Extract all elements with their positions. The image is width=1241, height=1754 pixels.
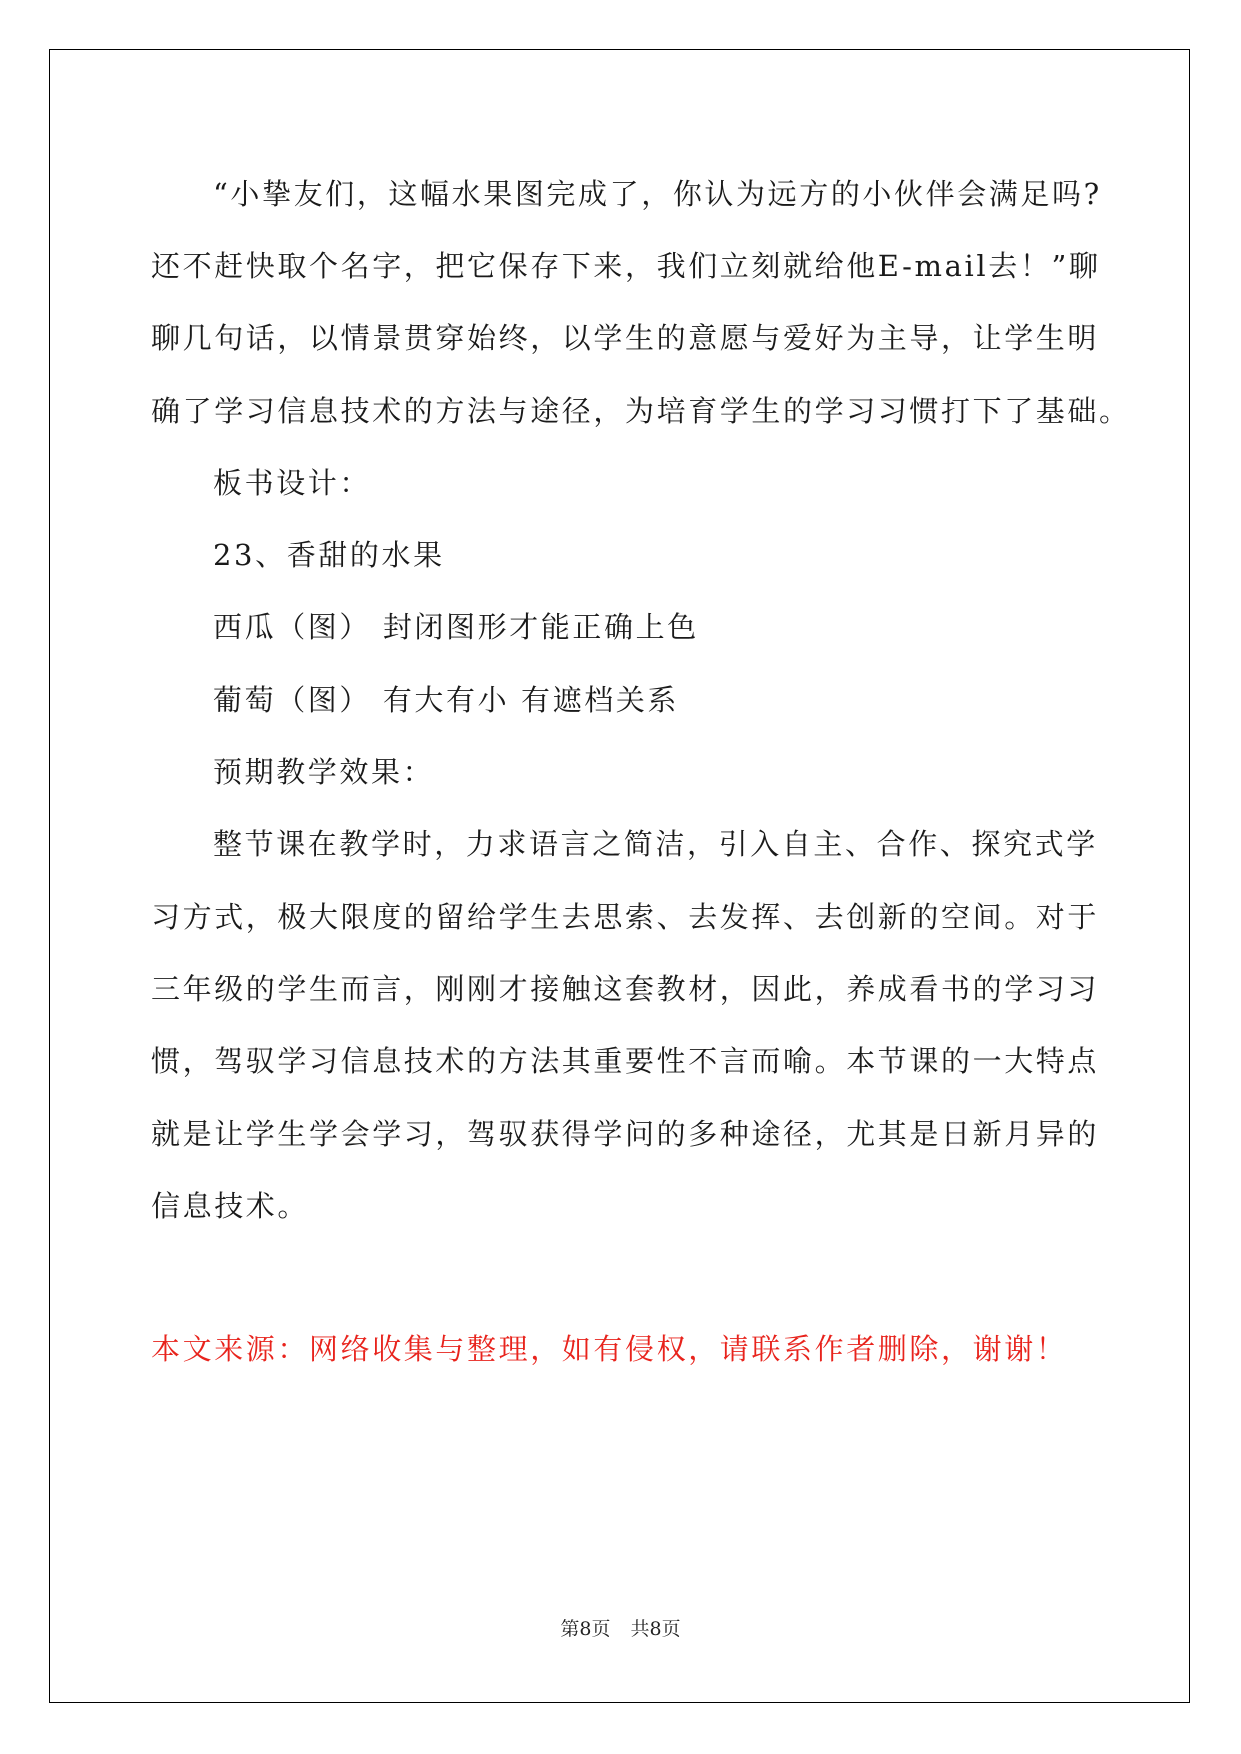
total-pages-label: 共8页: [630, 1618, 681, 1640]
paragraph-line-7: 三年级的学生而言，刚刚才接触这套教材，因此，养成看书的学习习: [151, 972, 1100, 1006]
paragraph-line-1: “小挚友们，这幅水果图完成了，你认为远方的小伙伴会满足吗?: [213, 177, 1102, 211]
paragraph-line-5: 整节课在教学时，力求语言之简洁，引入自主、合作、探究式学: [213, 827, 1098, 861]
lesson-title: 23、香甜的水果: [213, 538, 445, 572]
paragraph-line-6: 习方式，极大限度的留给学生去思索、去发挥、去创新的空间。对于: [151, 900, 1100, 934]
paragraph-line-9: 就是让学生学会学习，驾驭获得学问的多种途径，尤其是日新月异的: [151, 1117, 1100, 1151]
source-notice: 本文来源：网络收集与整理，如有侵权，请联系作者删除，谢谢！: [151, 1332, 1068, 1366]
paragraph-line-3: 聊几句话，以情景贯穿始终，以学生的意愿与爱好为主导，让学生明: [151, 321, 1100, 355]
board-item-grape: 葡萄（图） 有大有小 有遮档关系: [213, 683, 680, 717]
board-design-heading: 板书设计：: [213, 466, 372, 500]
paragraph-line-2: 还不赶快取个名字，把它保存下来，我们立刻就给他E-mail去！”聊: [151, 249, 1101, 283]
expected-effect-heading: 预期教学效果：: [213, 755, 435, 789]
paragraph-line-4: 确了学习信息技术的方法与途径，为培育学生的学习习惯打下了基础。: [151, 394, 1131, 428]
current-page-label: 第8页: [560, 1618, 611, 1640]
paragraph-line-10: 信息技术。: [151, 1189, 310, 1223]
board-item-watermelon: 西瓜（图） 封闭图形才能正确上色: [213, 610, 699, 644]
paragraph-line-8: 惯，驾驭学习信息技术的方法其重要性不言而喻。本节课的一大特点: [151, 1044, 1100, 1078]
page-border: [49, 49, 1190, 1703]
page-footer: [0, 1617, 1241, 1641]
